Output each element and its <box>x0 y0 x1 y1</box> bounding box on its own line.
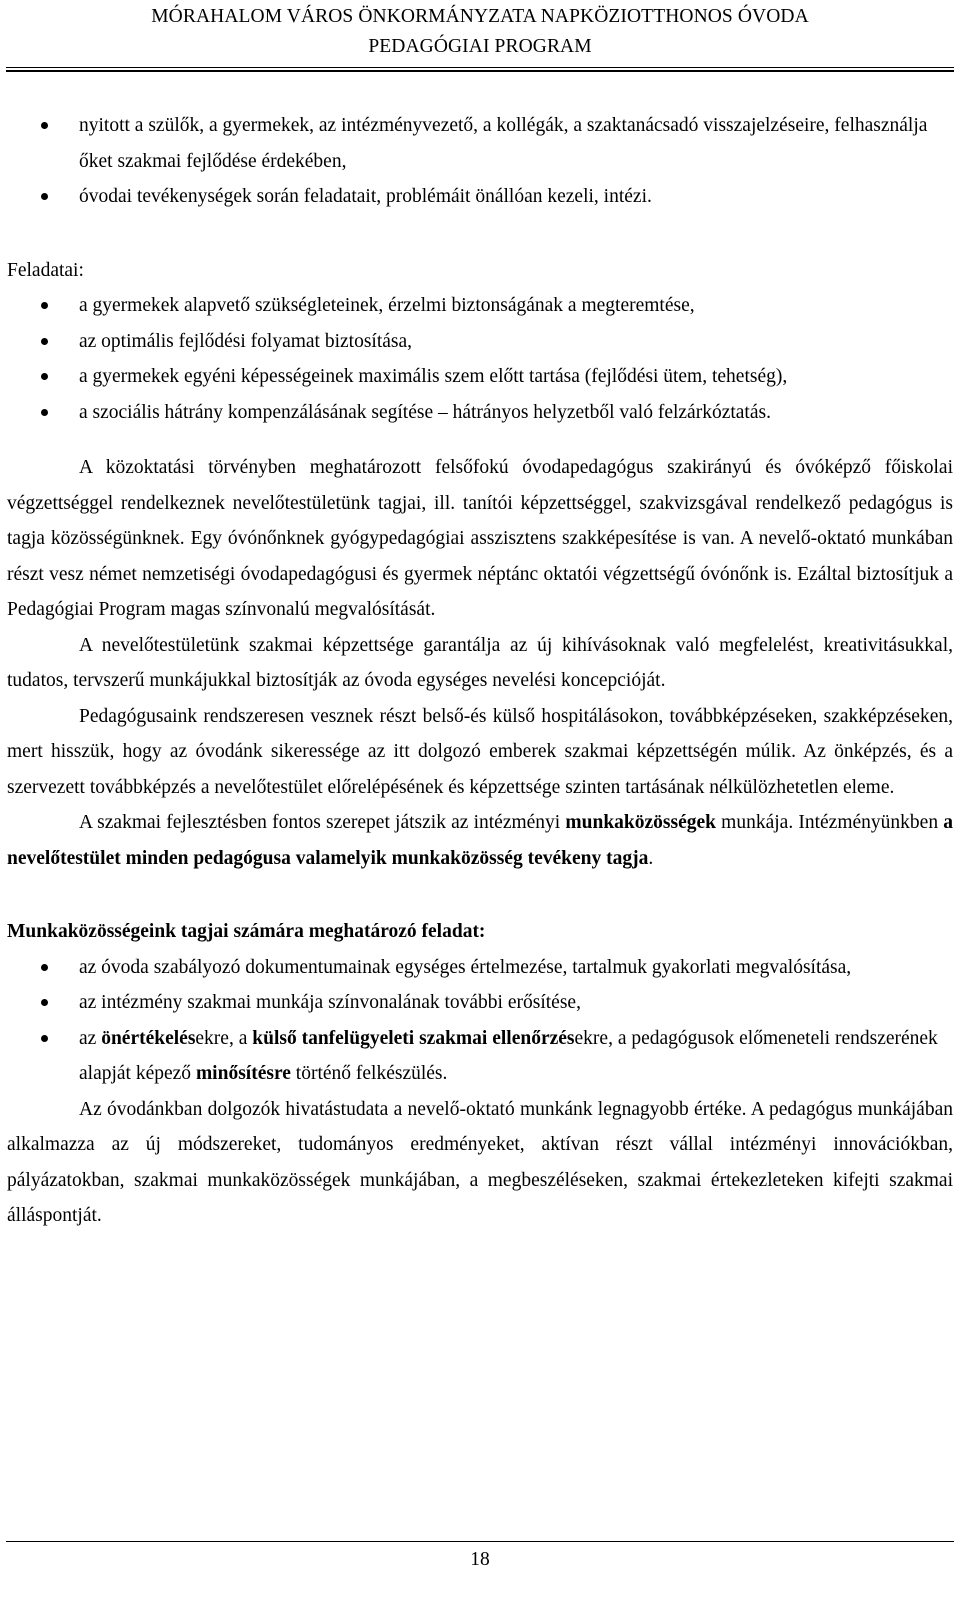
document-body <box>7 108 953 1234</box>
text-run: az <box>79 1027 102 1049</box>
bullet-icon <box>41 302 48 309</box>
list-item-text: a szociális hátrány kompenzálásának segítése – hátrányos helyzetből való felzárkóztatás. <box>79 401 771 423</box>
text-run: történő felkészülés. <box>290 1063 448 1084</box>
list-item <box>7 288 953 324</box>
page-number: 18 <box>470 1549 490 1570</box>
bold-run: a nevelőtestület minden pedagógusa valamelyik munkaközösség tevékeny tagja <box>7 812 953 869</box>
bullet-icon <box>41 1035 48 1042</box>
text-run: . <box>648 847 654 869</box>
page-header <box>0 2 960 62</box>
list-item <box>7 985 953 1021</box>
list-item <box>7 324 953 360</box>
munkakozosseg-heading: Munkaközösségeink tagjai számára meghatározó feladat: <box>7 921 486 942</box>
bold-run: önértékelés <box>101 1027 196 1049</box>
paragraph-training: Pedagógusaink rendszeresen vesznek részt belső-és külső hospitálásokon, továbbképzéseken, szakképzéseken, mert hisszük, hogy az óvodánk sikeressége az itt dolgozó emberek szakmai képzettségén múlik. Az önképzés, és a szervezett továbbképzés a nevelőtestület előrelépésének és képzettsége szinten tartásának nélkülözhetetlen eleme. <box>7 705 953 798</box>
list-item-text: az optimális fejlődési folyamat biztosítása, <box>79 330 413 352</box>
footer-rule <box>6 1541 954 1542</box>
list-item <box>7 950 953 986</box>
list-item <box>7 179 953 215</box>
text-run: ekre, a pedagógusok előmeneteli rendszerének alapját képező <box>79 1027 938 1084</box>
paragraph-qualifications: A közoktatási törvényben meghatározott felsőfokú óvodapedagógus szakirányú és óvóképző főiskolai végzettséggel rendelkeznek nevelőtestületünk tagjai, ill. tanítói képzettséggel, szakvizsgával rendelkező pedagógus is tagja közösségünknek. Egy óvónőnknek gyógypedagógiai asszisztens szakképesítése is van. A nevelő-oktató munkában részt vesz német nemzetiségi óvodapedagógusi és gyermek néptánc oktatói végzettségű óvónőnk is. Ezáltal biztosítjuk a Pedagógiai Program magas színvonalú megvalósítását. <box>7 457 953 620</box>
bullet-icon <box>41 338 48 345</box>
list-item <box>7 1021 953 1092</box>
bold-run: munkaközösségek <box>565 812 717 833</box>
feladatai-heading: Feladatai: <box>7 259 84 281</box>
list-item-text: óvodai tevékenységek során feladatait, problémáit önállóan kezeli, intézi. <box>79 186 652 207</box>
bold-run: minősítésre <box>195 1063 291 1084</box>
paragraph-workgroups <box>7 805 953 876</box>
bold-run: külső tanfelügyeleti szakmai ellenőrzés <box>252 1027 575 1049</box>
feladatai-list <box>7 288 953 430</box>
paragraph-closing: Az óvodánkban dolgozók hivatástudata a nevelő-oktató munkánk legnagyobb értéke. A pedagógus munkájában alkalmazza az új módszereket, tudományos eredményeket, aktívan részt vállal intézményi innovációkban, pályázatokban, szakmai munkaközösségek munkájában, a megbeszéléseken, szakmai értekezleteken kifejti szakmai álláspontját. <box>7 1098 953 1226</box>
munkakozosseg-list <box>7 950 953 1092</box>
text-run: munkája. Intézményünkben <box>716 812 944 833</box>
bullet-icon <box>41 964 48 971</box>
list-item <box>7 359 953 395</box>
list-item-text: a gyermekek egyéni képességeinek maximális szem előtt tartása (fejlődési ütem, tehetség), <box>79 366 788 387</box>
header-rule-thick <box>6 70 954 72</box>
paragraph-competence: A nevelőtestületünk szakmai képzettsége garantálja az új kihívásoknak való megfelelést, kreativitásukkal, tudatos, tervszerű munkájukkal biztosítják az óvoda egységes nevelési koncepcióját. <box>7 634 953 691</box>
bullet-icon <box>41 193 48 200</box>
text-run: A szakmai fejlesztésben fontos szerepet játszik az intézményi <box>79 812 566 833</box>
text-run: ekre, a <box>195 1027 253 1049</box>
list-item-text: az intézmény szakmai munkája színvonalának további erősítése, <box>79 992 581 1013</box>
header-line-2: PEDAGÓGIAI PROGRAM <box>368 36 592 57</box>
header-line-1: MÓRAHALOM VÁROS ÖNKORMÁNYZATA NAPKÖZIOTTHONOS ÓVODA <box>151 6 809 27</box>
intro-bullet-list <box>7 108 953 215</box>
bullet-icon <box>41 999 48 1006</box>
list-item <box>7 395 953 431</box>
list-item-text <box>79 1028 938 1085</box>
spacer <box>7 430 953 450</box>
header-rule-thin <box>6 67 954 68</box>
list-item <box>7 108 953 179</box>
bullet-icon <box>41 122 48 129</box>
list-item-text: a gyermekek alapvető szükségleteinek, érzelmi biztonságának a megteremtése, <box>79 295 695 316</box>
list-item-text: az óvoda szabályozó dokumentumainak egységes értelmezése, tartalmuk gyakorlati megvalósítása, <box>79 956 852 978</box>
bullet-icon <box>41 373 48 380</box>
bullet-icon <box>41 409 48 416</box>
list-item-text: nyitott a szülők, a gyermekek, az intézményvezető, a kollégák, a szaktanácsadó visszajelzéseire, felhasználja őket szakmai fejlődése érdekében, <box>79 115 928 172</box>
